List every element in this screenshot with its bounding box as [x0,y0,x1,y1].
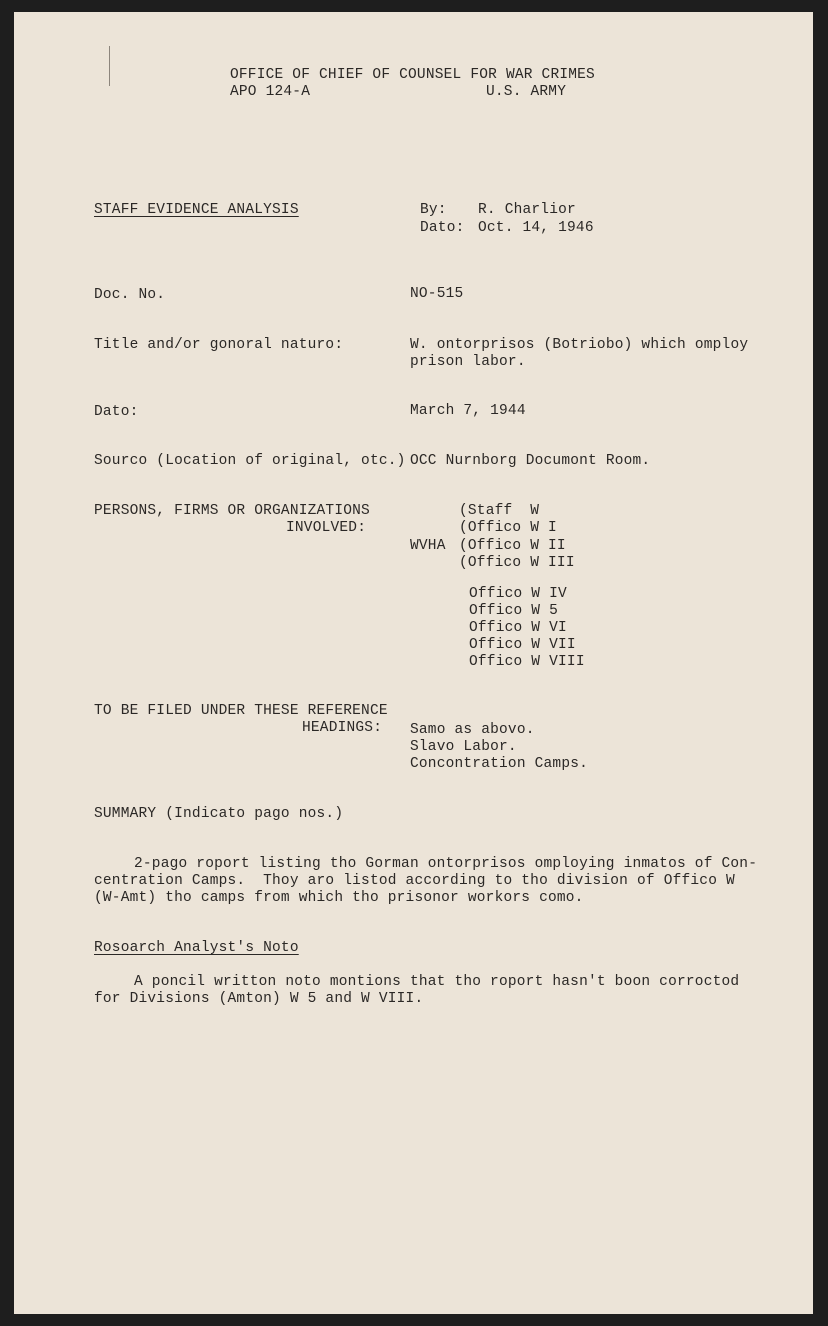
file-under-label-line-2: HEADINGS: [302,720,383,736]
document-type-heading: STAFF EVIDENCE ANALYSIS [94,202,299,218]
analysis-date: Oct. 14, 1946 [478,220,594,236]
army-label: U.S. ARMY [486,84,567,100]
title-label: Title and/or gonoral naturo: [94,337,344,353]
analysis-date-label: Dato: [420,220,465,236]
reference-heading: Concontration Camps. [410,756,589,772]
persons-label-line-1: PERSONS, FIRMS OR ORGANIZATIONS [94,503,370,519]
analyst-note-line: A poncil writton noto montions that tho roport hasn't boon corroctod [134,974,740,990]
persons-label-line-2: INVOLVED: [286,520,367,536]
hole-punch-mark [109,46,110,86]
office-bracketed-item: (Staff W [459,503,540,519]
date-label: Dato: [94,404,139,420]
by-label: By: [420,202,447,218]
source-value: OCC Nurnborg Documont Room. [410,453,651,469]
summary-label: SUMMARY (Indicato pago nos.) [94,806,344,822]
analyst-note-heading: Rosoarch Analyst's Noto [94,940,299,956]
doc-no-label: Doc. No. [94,287,166,303]
office-list-item: Offico W IV [469,586,567,602]
office-list-item: Offico W VIII [469,654,585,670]
office-header: OFFICE OF CHIEF OF COUNSEL FOR WAR CRIMES [230,67,595,83]
apo-number: APO 124-A [230,84,311,100]
analyst-name: R. Charlior [478,202,576,218]
office-bracketed-item: (Offico W II [459,538,566,554]
summary-line: (W-Amt) tho camps from which tho prisonor workors como. [94,890,584,906]
office-list-item: Offico W VII [469,637,576,653]
file-under-label-line-1: TO BE FILED UNDER THESE REFERENCE [94,703,388,719]
title-value-line-1: W. ontorprisos (Botriobo) which omploy [410,337,749,353]
office-list-item: Offico W 5 [469,603,559,619]
summary-line: 2-pago roport listing tho Gorman ontorprisos omploying inmatos of Con- [134,856,758,872]
wvha-label: WVHA [410,538,446,554]
analyst-note-line: for Divisions (Amton) W 5 and W VIII. [94,991,424,1007]
summary-line: centration Camps. Thoy aro listod according to tho division of Offico W [94,873,735,889]
title-value-line-2: prison labor. [410,354,526,370]
office-bracketed-item: (Offico W I [459,520,557,536]
document-page [14,12,813,1314]
reference-heading: Slavo Labor. [410,739,517,755]
reference-heading: Samo as abovo. [410,722,535,738]
document-date: March 7, 1944 [410,403,526,419]
doc-no-value: NO-515 [410,286,464,302]
office-list-item: Offico W VI [469,620,567,636]
office-bracketed-item: (Offico W III [459,555,575,571]
source-label: Sourco (Location of original, otc.) [94,453,406,469]
